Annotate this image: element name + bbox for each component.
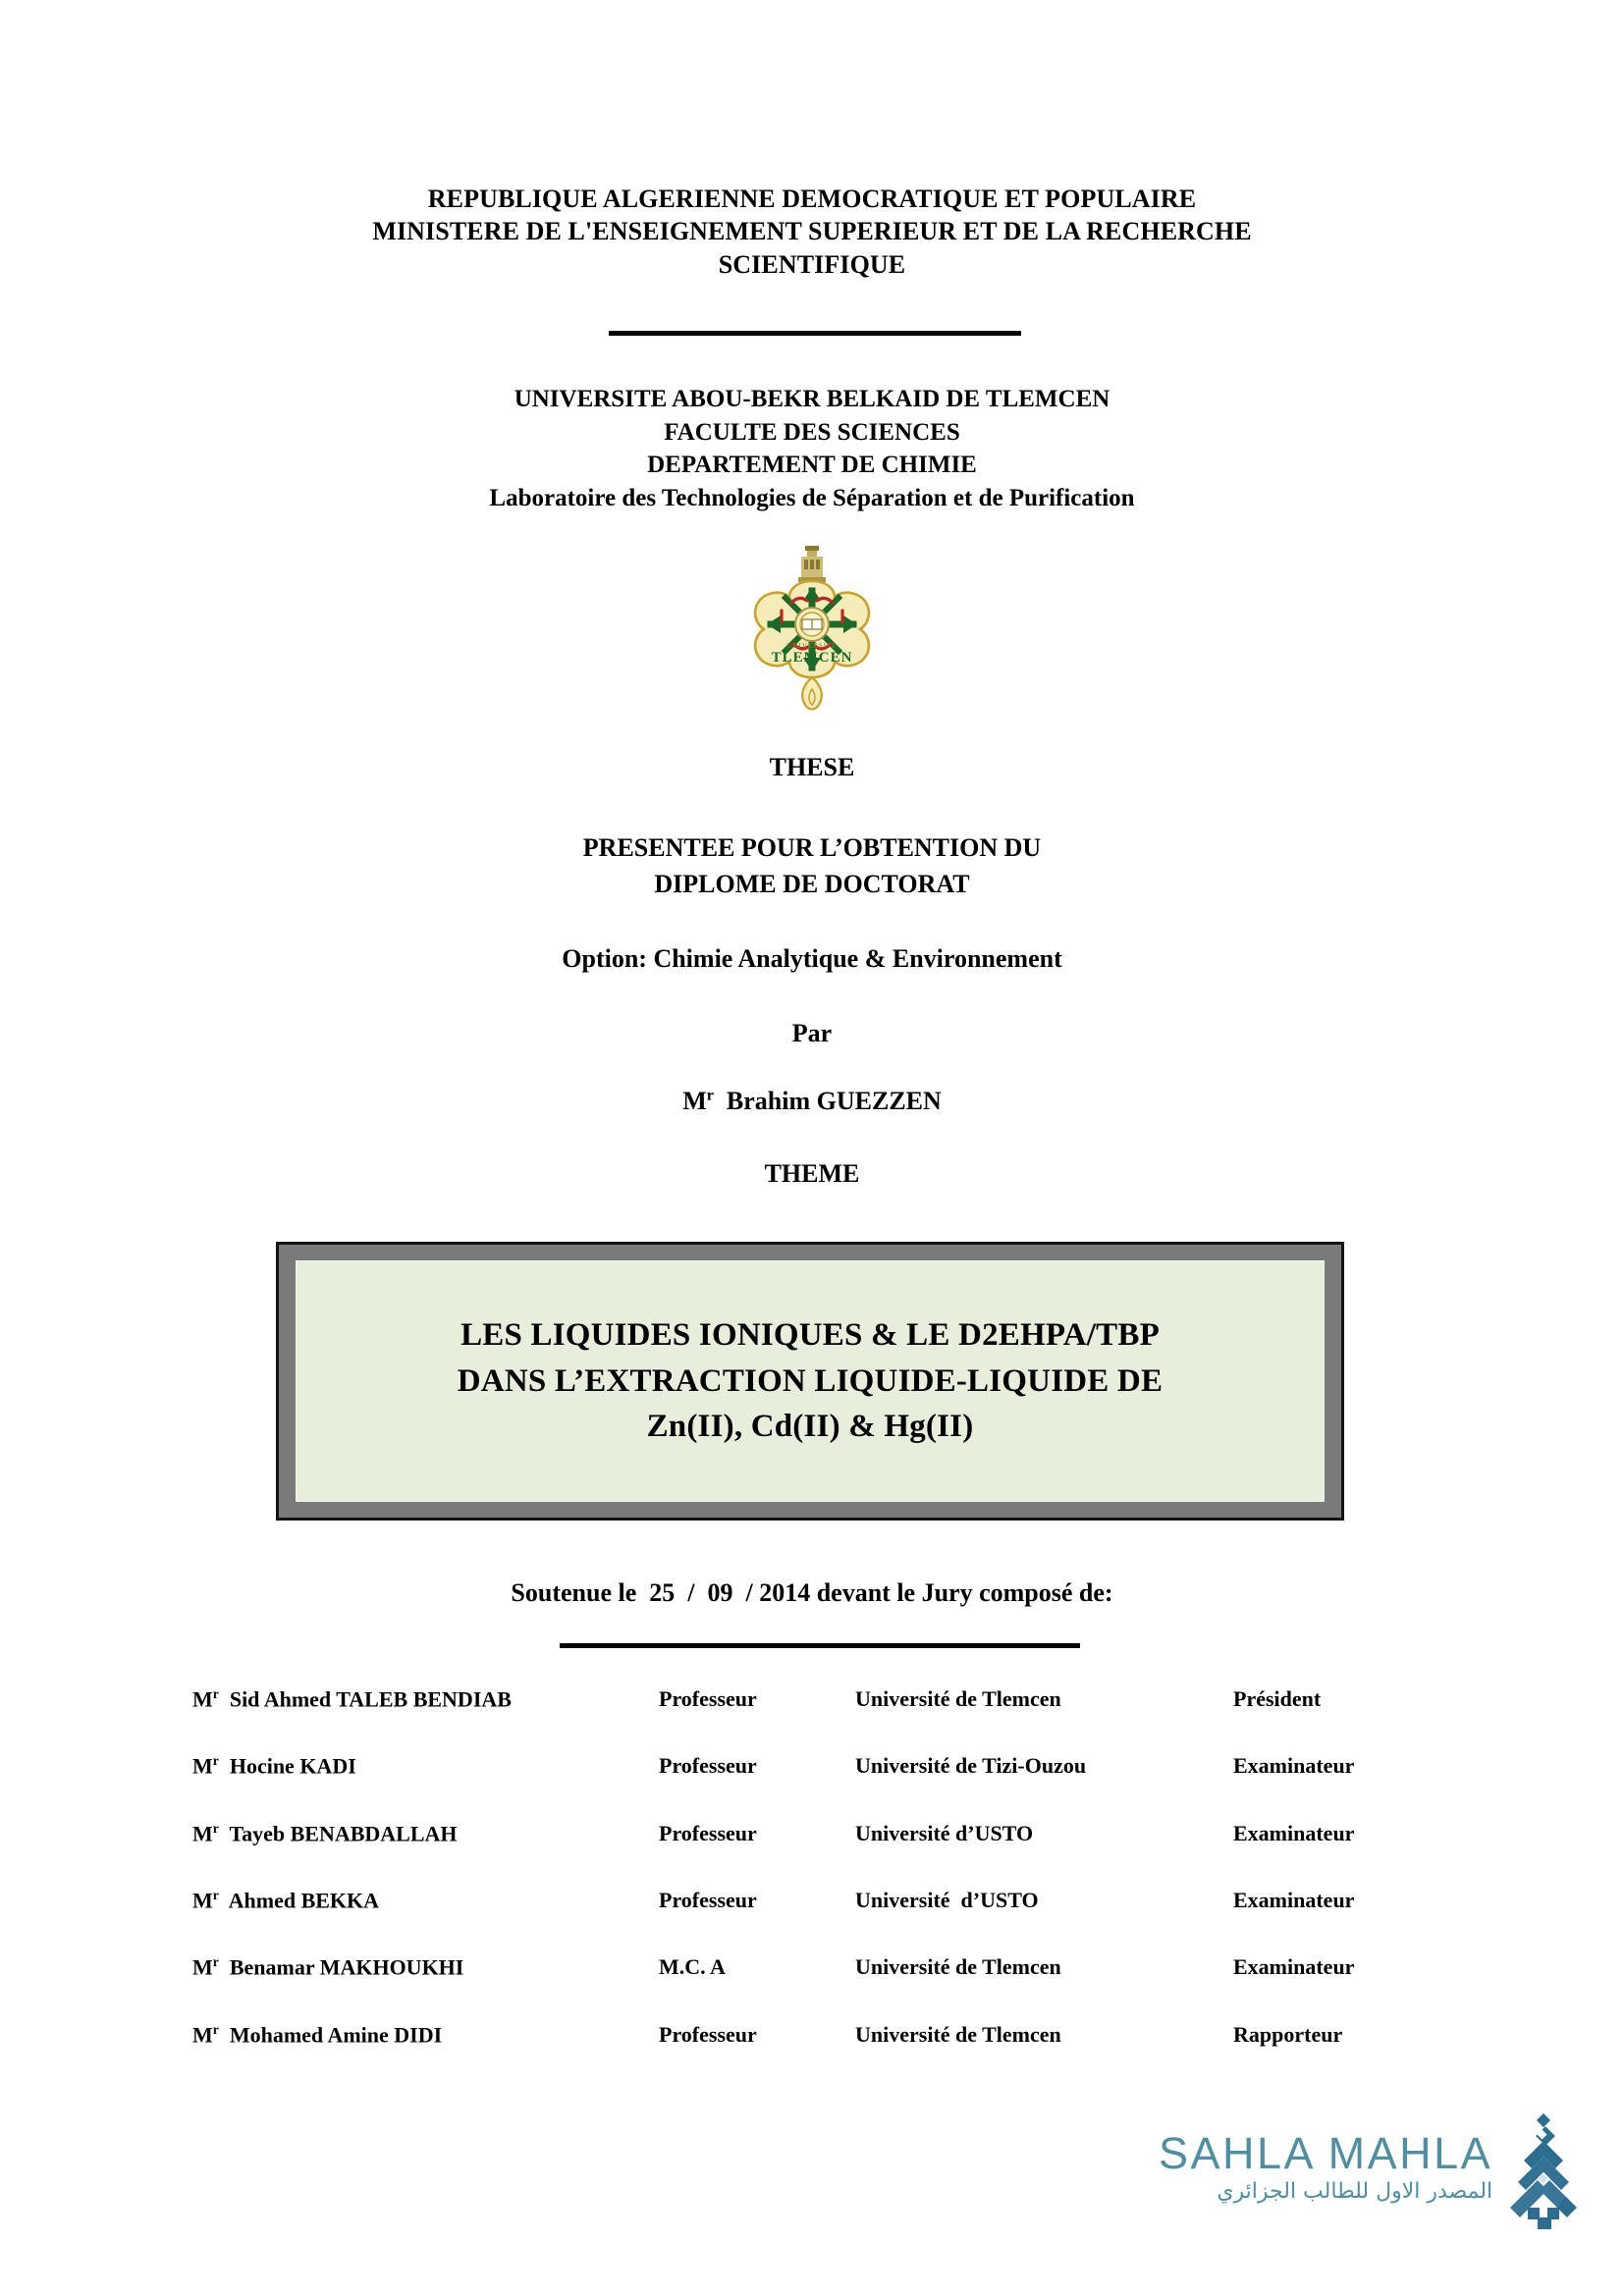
jury-university: Université de Tlemcen [855,2021,1061,2047]
thesis-title-line-1: LES LIQUIDES IONIQUES & LE D2EHPA/TBP [460,1316,1160,1353]
jury-name: Mohamed Amine DIDI [229,2021,443,2047]
jury-table-body [192,1686,1459,2089]
table-row [192,1686,1459,1753]
author-name: Brahim GUEZZEN [726,1087,942,1115]
table-row [192,1753,1459,1820]
jury-table [192,1686,1459,2089]
ministry-header [0,183,1624,281]
jury-prefix: M [192,1888,213,1913]
jury-prefix: M [192,1954,213,1980]
watermark-text [1159,2123,1492,2204]
institution-block [0,383,1624,514]
jury-role: Examinateur [1233,1954,1355,1980]
university-name: UNIVERSITE ABOU-BEKR BELKAID DE TLEMCEN [514,386,1110,412]
ministry-line-3: SCIENTIFIQUE [718,249,906,279]
jury-role: Examinateur [1233,1820,1355,1845]
table-row [192,1821,1459,1888]
jury-prefix: M [192,1820,213,1845]
jury-university: Université de Tizi-Ouzou [855,1753,1087,1779]
jury-prefix: M [192,1753,213,1779]
jury-university: Université d’USTO [855,1887,1039,1912]
sahla-mahla-diamond-logo-icon [1498,2113,1589,2231]
header-divider [609,331,1021,336]
jury-grade: M.C. A [659,1954,726,1980]
jury-name: Tayeb BENABDALLAH [229,1820,458,1845]
jury-name-spacer [219,1955,230,1980]
author-name-spacer [714,1087,727,1115]
laboratory-name: Laboratoire des Technologies de Séparation et de Purification [489,484,1135,511]
author-prefix: M [682,1087,707,1115]
jury-name: Ahmed BEKKA [228,1888,380,1913]
thesis-title-box [276,1242,1344,1521]
jury-name: Benamar MAKHOUKHI [229,1954,464,1980]
thesis-title-inner [296,1260,1325,1502]
thesis-title-line-3: Zn(II), Cd(II) & Hg(II) [646,1409,974,1445]
watermark-row [1159,2123,1571,2231]
table-row [192,2022,1459,2089]
author-prefix-superscript: r [706,1087,714,1104]
ministry-line-2: MINISTERE DE L'ENSEIGNEMENT SUPERIEUR ET DE LA RECHERCHE [372,217,1252,246]
jury-divider [560,1643,1080,1648]
thesis-by-label: Par [791,1019,833,1047]
jury-name-cell [192,1686,659,1753]
jury-name-cell [192,1888,659,1954]
sahla-mahla-watermark [1159,2123,1571,2241]
minaret-tower [798,546,826,582]
jury-prefix-superscript: r [212,1753,219,1769]
emblem-center-medallion [795,608,829,641]
thesis-author [0,1087,1624,1116]
jury-name-cell [192,1821,659,1888]
thesis-purpose-line-1: PRESENTEE POUR L’OBTENTION DU [582,833,1042,862]
department-name: DEPARTEMENT DE CHIMIE [647,452,977,478]
jury-university: Université de Tlemcen [855,1686,1061,1711]
jury-prefix: M [192,1686,213,1712]
watermark-subtitle: المصدر الاول للطالب الجزائري [1217,2179,1493,2204]
jury-name-spacer [219,2022,230,2047]
ministry-line-1: REPUBLIQUE ALGERIENNE DEMOCRATIQUE ET POPULAIRE [427,185,1197,213]
jury-name-spacer [219,1754,230,1779]
jury-grade: Professeur [659,2021,757,2047]
table-row [192,1888,1459,1954]
jury-role: Examinateur [1233,1753,1355,1779]
jury-prefix-superscript: r [212,2021,219,2037]
jury-name-spacer [219,1686,230,1711]
jury-role: Président [1233,1686,1322,1711]
theme-label: THEME [764,1159,860,1188]
jury-prefix-superscript: r [212,1686,219,1701]
faculty-name: FACULTE DES SCIENCES [664,418,960,446]
university-emblem-icon [738,542,886,717]
jury-name: Hocine KADI [229,1753,356,1779]
defense-line: Soutenue le 25 / 09 / 2014 devant le Jury composé de: [511,1578,1113,1607]
jury-name: Sid Ahmed TALEB BENDIAB [229,1686,512,1712]
jury-grade: Professeur [659,1887,757,1912]
jury-prefix-superscript: r [212,1954,219,1970]
jury-name-spacer [219,1888,229,1912]
jury-role: Examinateur [1233,1887,1355,1912]
jury-name-cell [192,1753,659,1820]
jury-name-cell [192,1954,659,2021]
table-row [192,1954,1459,2021]
thesis-kind: THESE [769,753,855,781]
jury-role: Rapporteur [1233,2021,1343,2047]
jury-grade: Professeur [659,1820,757,1845]
emblem-caption: TLEMCEN [771,650,853,666]
svg-text:UNIVERSITE: UNIVERSITE [786,642,838,650]
jury-grade: Professeur [659,1753,757,1779]
jury-grade: Professeur [659,1686,757,1711]
jury-prefix-superscript: r [212,1887,219,1902]
jury-prefix-superscript: r [212,1820,219,1836]
thesis-purpose-line-2: DIPLOME DE DOCTORAT [654,870,970,898]
jury-name-cell [192,2022,659,2089]
jury-university: Université d’USTO [855,1820,1034,1845]
jury-name-spacer [219,1821,230,1845]
thesis-title-line-2: DANS L’EXTRACTION LIQUIDE-LIQUIDE DE [457,1362,1164,1399]
jury-university: Université de Tlemcen [855,1954,1061,1980]
watermark-title: SAHLA MAHLA [1159,2128,1493,2178]
jury-prefix: M [192,2021,213,2047]
thesis-option: Option: Chimie Analytique & Environnement [562,944,1062,973]
